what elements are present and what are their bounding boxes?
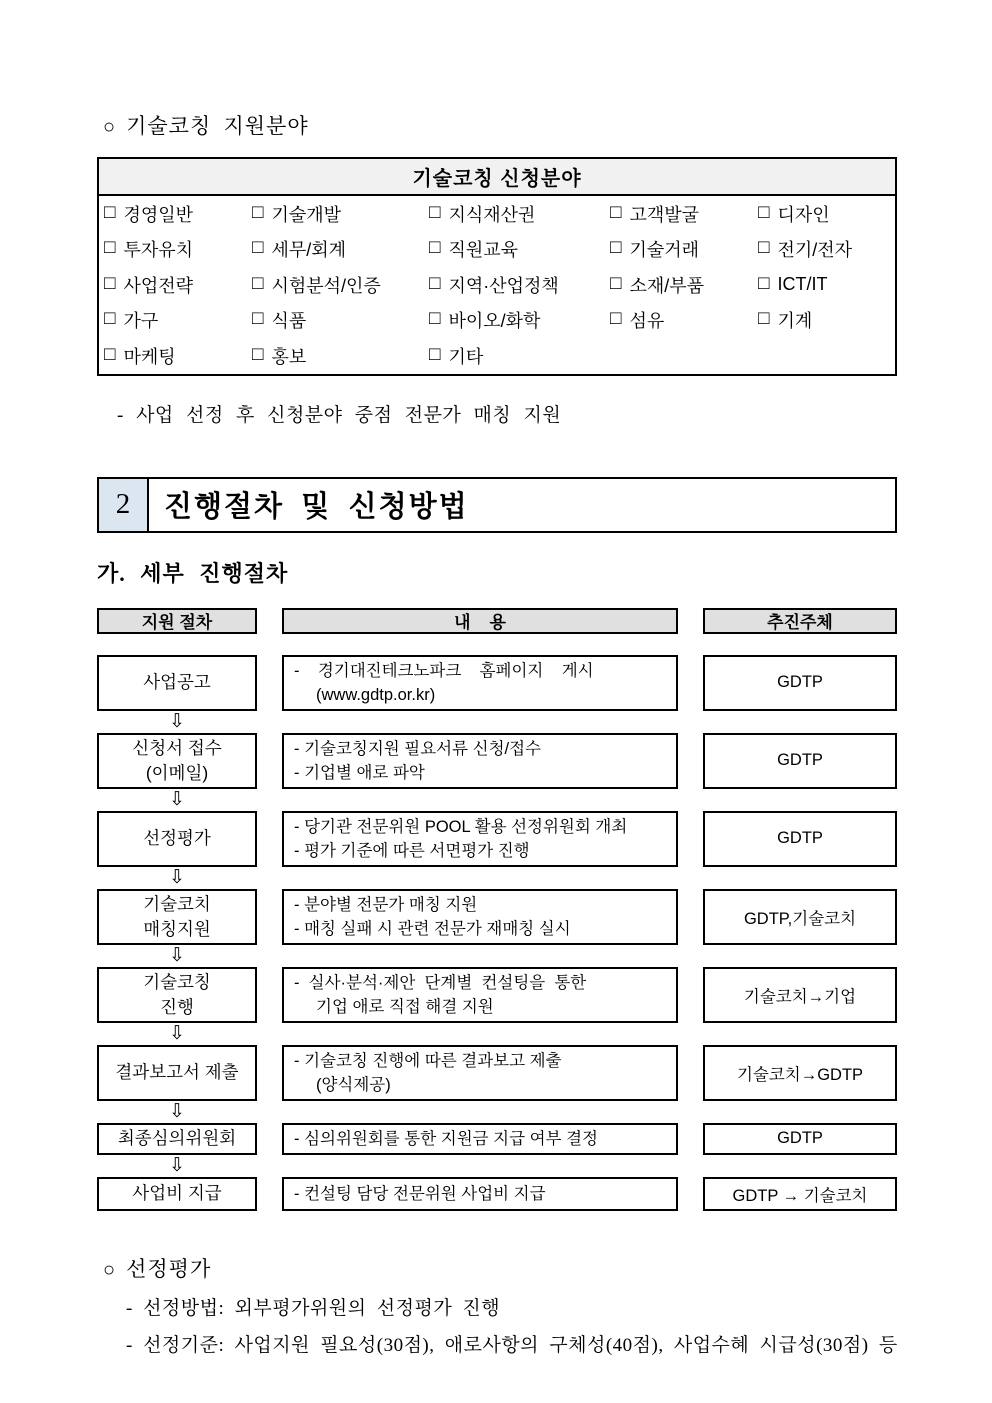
flow-step-name-box [97, 1045, 257, 1101]
checkbox-icon: □ [758, 201, 770, 223]
application-fields-table [97, 157, 897, 376]
flow-step-name-line: 기술코칭 [143, 971, 211, 992]
flow-step-row [97, 1123, 897, 1155]
section-title: 진행절차 및 신청방법 [164, 491, 469, 523]
checkbox-icon: □ [252, 272, 264, 294]
flow-arrow-row [97, 789, 897, 811]
expert-matching-note: - 사업 선정 후 신청분야 중점 전문가 매칭 지원 [117, 404, 562, 426]
field-option-label: 소재/부품 [629, 275, 705, 296]
checkbox-icon: □ [610, 272, 622, 294]
flow-arrow-row [97, 1101, 897, 1123]
field-option [758, 274, 895, 296]
evaluation-item-line: - 선정방법: 외부평가위원의 선정평가 진행 [126, 1297, 501, 1319]
field-option [610, 201, 758, 227]
fields-table-title: 기술코칭 신청분야 [99, 159, 895, 196]
flow-step-actor-box: GDTP [703, 1123, 897, 1155]
flow-step-actor-box: GDTP [703, 655, 897, 711]
flow-step-content-line: - 평가 기준에 따른 서면평가 진행 [294, 841, 530, 860]
flow-step-name-line: 사업공고 [143, 672, 211, 692]
checkbox-icon: □ [758, 272, 770, 294]
flow-step-name-line: 최종심의위원회 [117, 1128, 237, 1148]
fields-table-row [99, 232, 895, 268]
checkbox-icon: □ [429, 201, 441, 223]
checkbox-icon: □ [104, 308, 116, 330]
flow-step-name-line: 선정평가 [143, 828, 211, 848]
checkbox-icon: □ [610, 237, 622, 259]
flow-step-row [97, 655, 897, 711]
field-option [429, 343, 610, 369]
field-option [252, 201, 429, 227]
flow-step-name-box [97, 889, 257, 945]
flow-step-name-box [97, 655, 257, 711]
field-option-label: 바이오/화학 [448, 311, 541, 332]
flow-step-actor-box: GDTP [703, 811, 897, 867]
flow-arrow-row [97, 1023, 897, 1045]
checkbox-icon: □ [252, 343, 264, 365]
field-option [104, 343, 252, 369]
field-option [429, 201, 610, 227]
flow-step-row [97, 1177, 897, 1211]
flow-step-content-line: - 기술코칭 진행에 따른 결과보고 제출 [294, 1051, 562, 1070]
flow-step-row [97, 811, 897, 867]
field-option [104, 236, 252, 262]
field-option-label: 마케팅 [123, 346, 176, 367]
field-option-label: 투자유치 [123, 240, 194, 261]
field-option [610, 307, 758, 333]
checkbox-icon: □ [429, 308, 441, 330]
field-option-label: 기계 [777, 311, 813, 332]
field-option-label: 식품 [271, 311, 307, 332]
arrow-down-icon: ⇩ [169, 944, 185, 966]
flow-step-actor-box: GDTP → 기술코치 [703, 1177, 897, 1211]
flow-header-row [97, 608, 897, 634]
evaluation-items [97, 1297, 897, 1358]
flow-step-name-line: 진행 [160, 996, 194, 1017]
fields-table-row [99, 303, 895, 339]
field-option-label: 지식재산권 [448, 204, 536, 225]
flow-step-name-box [97, 733, 257, 789]
process-flow-table [97, 608, 897, 1211]
field-option [104, 272, 252, 298]
field-option [758, 307, 895, 333]
field-option-label: 기타 [448, 346, 484, 367]
field-option-label: 지역·산업정책 [448, 275, 559, 296]
flow-step-name-box [97, 811, 257, 867]
checkbox-icon: □ [104, 343, 116, 365]
flow-step-row [97, 1045, 897, 1101]
flow-arrow-row [97, 1155, 897, 1177]
field-option [610, 272, 758, 298]
flow-step-name-line: 매칭지원 [143, 918, 211, 939]
field-option [429, 307, 610, 333]
field-option [252, 307, 429, 333]
field-option [758, 201, 895, 227]
checkbox-icon: □ [429, 343, 441, 365]
flow-arrow-row [97, 867, 897, 889]
flow-body [97, 655, 897, 1211]
field-option-label: 시험분석/인증 [271, 275, 381, 296]
flow-header-content: 내 용 [282, 608, 678, 634]
arrow-down-icon: ⇩ [169, 866, 185, 888]
flow-step-name-line: 신청서 접수 [132, 737, 222, 758]
arrow-down-icon: ⇩ [169, 788, 185, 810]
fields-table-row [99, 267, 895, 303]
flow-step-content-box [282, 1045, 678, 1101]
checkbox-icon: □ [429, 272, 441, 294]
checkbox-icon: □ [104, 272, 116, 294]
field-option-label: 직원교육 [448, 240, 519, 261]
section-2-header [97, 477, 897, 533]
document-page [97, 0, 897, 1358]
flow-step-content-line: (www.gdtp.or.kr) [316, 685, 436, 704]
flow-step-name-box [97, 1177, 257, 1211]
checkbox-icon: □ [610, 201, 622, 223]
flow-step-content-line: - 컨설팅 담당 전문위원 사업비 지급 [294, 1184, 546, 1203]
checkbox-icon: □ [758, 308, 770, 330]
field-option [104, 307, 252, 333]
flow-header-actor: 추진주체 [703, 608, 897, 634]
flow-step-name-line: (이메일) [145, 762, 209, 783]
evaluation-item-line: - 선정기준: 사업지원 필요성(30점), 애로사항의 구체성(40점), 사업수혜 시급성(30점) 등 [126, 1334, 898, 1356]
checkbox-icon: □ [252, 308, 264, 330]
field-option-label: 디자인 [777, 204, 830, 225]
checkbox-icon: □ [758, 237, 770, 259]
field-option-label: 전기/전자 [777, 240, 853, 261]
evaluation-heading-text: 선정평가 [126, 1256, 212, 1281]
flow-step-name-line: 결과보고서 제출 [115, 1062, 239, 1082]
flow-step-content-line: - 경기대진테크노파크 홈페이지 게시 [294, 661, 594, 680]
flow-step-content-line: (양식제공) [316, 1075, 391, 1094]
checkbox-icon: □ [252, 201, 264, 223]
field-option-label: 경영일반 [123, 204, 194, 225]
field-option-label: 가구 [123, 311, 159, 332]
flow-step-name-line: 기술코치 [143, 893, 211, 914]
flow-step-actor-box: 기술코치→GDTP [703, 1045, 897, 1101]
flow-step-content-box [282, 1123, 678, 1155]
fields-table-body [99, 196, 895, 374]
flow-step-content-box [282, 811, 678, 867]
checkbox-icon: □ [104, 237, 116, 259]
field-option-label: 고객발굴 [629, 204, 700, 225]
flow-step-content-box [282, 1177, 678, 1211]
checkbox-icon: □ [252, 237, 264, 259]
checkbox-icon: □ [610, 308, 622, 330]
field-option [429, 236, 610, 262]
field-option [429, 272, 610, 298]
flow-step-content-box [282, 967, 678, 1023]
flow-step-name-line: 사업비 지급 [132, 1183, 222, 1203]
field-option-label: 세무/회계 [271, 240, 347, 261]
flow-step-content-line: - 기술코칭지원 필요서류 신청/접수 [294, 739, 541, 758]
checkbox-icon: □ [104, 201, 116, 223]
flow-arrow-row [97, 945, 897, 967]
flow-step-content-box [282, 889, 678, 945]
fields-table-row [99, 196, 895, 232]
support-fields-heading-text: 기술코칭 지원분야 [126, 114, 309, 138]
flow-step-content-line: - 기업별 애로 파악 [294, 763, 425, 782]
field-option-label: 홍보 [271, 346, 307, 367]
flow-step-content-line: 기업 애로 직접 해결 지원 [316, 997, 494, 1016]
flow-header-procedure: 지원 절차 [97, 608, 257, 634]
flow-step-name-box [97, 1123, 257, 1155]
field-option [252, 343, 429, 369]
field-option-label: 섬유 [629, 311, 665, 332]
field-option [758, 236, 895, 262]
flow-step-content-line: - 당기관 전문위원 POOL 활용 선정위원회 개최 [294, 817, 628, 836]
field-option-label: ICT/IT [777, 274, 828, 295]
flow-step-content-line: - 심의위원회를 통한 지원금 지급 여부 결정 [294, 1129, 598, 1148]
flow-step-content-box [282, 733, 678, 789]
support-fields-heading [97, 112, 897, 141]
flow-step-actor-box: 기술코치→기업 [703, 967, 897, 1023]
flow-step-name-box [97, 967, 257, 1023]
field-option [610, 236, 758, 262]
field-option-label: 사업전략 [123, 275, 194, 296]
subsection-heading: 가. 세부 진행절차 [97, 560, 289, 586]
field-option [104, 201, 252, 227]
field-option [252, 236, 429, 262]
flow-step-actor-box: GDTP,기술코치 [703, 889, 897, 945]
circle-bullet-icon: ○ [103, 116, 117, 138]
arrow-down-icon: ⇩ [169, 1154, 185, 1176]
fields-table-row [99, 338, 895, 374]
flow-step-row [97, 733, 897, 789]
flow-step-content-line: - 매칭 실패 시 관련 전문가 재매칭 실시 [294, 919, 571, 938]
arrow-down-icon: ⇩ [169, 710, 185, 732]
field-option-label: 기술개발 [271, 204, 342, 225]
field-option-label: 기술거래 [629, 240, 700, 261]
arrow-down-icon: ⇩ [169, 1022, 185, 1044]
section-number-badge: 2 [99, 479, 149, 531]
flow-step-content-line: - 분야별 전문가 매칭 지원 [294, 895, 478, 914]
flow-step-actor-box: GDTP [703, 733, 897, 789]
flow-step-content-line: - 실사·분석·제안 단계별 컨설팅을 통한 [294, 973, 587, 992]
field-option [252, 272, 429, 298]
circle-bullet-icon: ○ [103, 1258, 117, 1281]
flow-step-row [97, 889, 897, 945]
flow-step-row [97, 967, 897, 1023]
checkbox-icon: □ [429, 237, 441, 259]
arrow-down-icon: ⇩ [169, 1100, 185, 1122]
flow-step-content-box [282, 655, 678, 711]
flow-arrow-row [97, 711, 897, 733]
evaluation-heading [97, 1255, 897, 1284]
